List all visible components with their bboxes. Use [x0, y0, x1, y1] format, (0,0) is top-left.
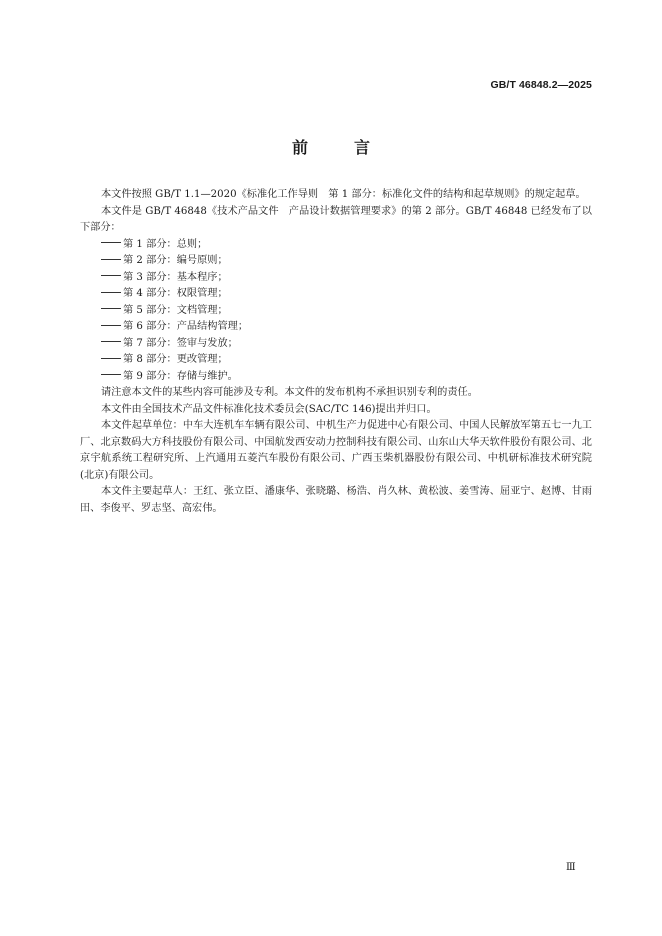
paragraph-drafters: 本文件主要起草人：王红、张立臣、潘康华、张晓璐、杨浩、肖久林、黄松波、姜雪涛、屈亚宁、赵博、甘雨田、李俊平、罗志坚、高宏伟。: [80, 486, 592, 514]
dash-marker: [101, 242, 121, 243]
list-item-text: 第 8 部分：更改管理；: [123, 354, 228, 365]
dash-marker: [101, 275, 121, 276]
standard-number: GB/T 46848.2—2025: [490, 79, 592, 91]
dash-marker: [101, 341, 121, 342]
list-item: [80, 352, 592, 369]
paragraph-series-intro: 本文件是 GB/T 46848《技术产品文件 产品设计数据管理要求》的第 2 部分。GB/T 46848 已经发布了以下部分：: [80, 205, 592, 233]
list-item: [80, 319, 592, 336]
list-item: [80, 237, 592, 254]
list-item-text: 第 7 部分：签审与发放；: [123, 337, 238, 349]
dash-marker: [101, 292, 121, 293]
list-item: [80, 303, 592, 320]
paragraph-proposer: 本文件由全国技术产品文件标准化技术委员会(SAC/TC 146)提出并归口。: [101, 403, 437, 415]
paragraph-patent-notice: 请注意本文件的某些内容可能涉及专利。本文件的发布机构不承担识别专利的责任。: [101, 387, 478, 398]
page-number: Ⅲ: [566, 862, 577, 873]
dash-marker: [101, 325, 121, 326]
list-item-text: 第 6 部分：产品结构管理；: [123, 321, 249, 332]
list-item: [80, 253, 592, 270]
dash-marker: [101, 374, 121, 375]
dash-marker: [101, 259, 121, 260]
list-item: [80, 270, 592, 287]
list-item-text: 第 3 部分：基本程序；: [123, 271, 228, 283]
foreword-body: [80, 187, 592, 517]
dash-marker: [101, 358, 121, 359]
list-item-text: 第 5 部分：文档管理；: [123, 304, 228, 316]
list-item: [80, 369, 592, 386]
list-item-text: 第 9 部分：存储与维护。: [123, 370, 238, 382]
list-item-text: 第 2 部分：编号原则；: [123, 255, 228, 266]
page-title: 前言: [291, 138, 416, 157]
list-item: [80, 286, 592, 303]
paragraph-drafting-rules: 本文件按照 GB/T 1.1—2020《标准化工作导则 第 1 部分：标准化文件的结构和起草规则》的规定起草。: [101, 189, 586, 200]
dash-marker: [101, 308, 121, 309]
list-item-text: 第 4 部分：权限管理；: [123, 288, 228, 299]
list-item: [80, 336, 592, 353]
list-item-text: 第 1 部分：总则；: [123, 238, 208, 250]
paragraph-drafting-units: 本文件起草单位：中车大连机车车辆有限公司、中机生产力促进中心有限公司、中国人民解放军第五七一九工厂、北京数码大方科技股份有限公司、中国航发西安动力控制科技有限公司、山东山大华天软件股份有限公司、北京宇航系统工程研究所、上汽通用五菱汽车股份有限公司、广西玉柴机器股份有限公司、中机研标准技术研究院(北京)有限公司。: [80, 420, 592, 481]
